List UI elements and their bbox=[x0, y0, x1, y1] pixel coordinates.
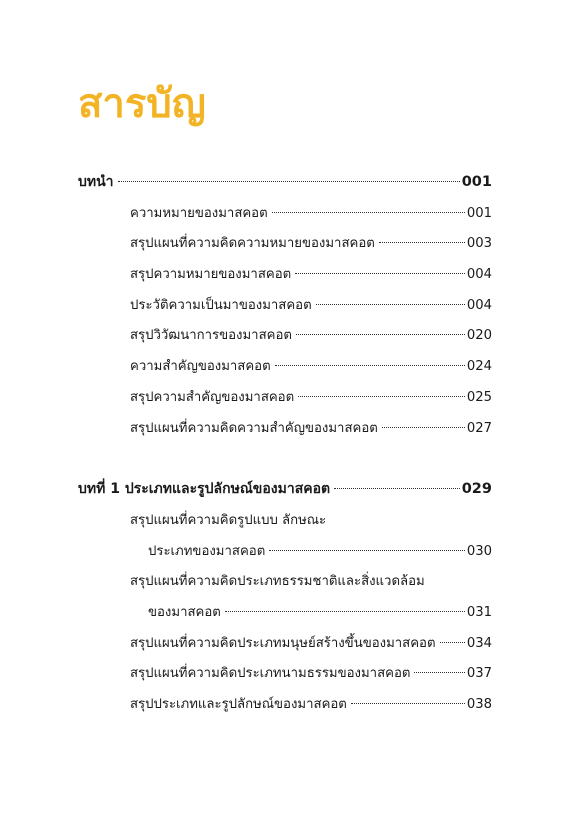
chapter-title: บทนำ bbox=[78, 174, 114, 190]
toc-entry[interactable] bbox=[78, 202, 492, 233]
entry-page: 003 bbox=[466, 236, 492, 252]
entry-title: สรุปแผนที่ความคิดประเภทมนุษย์สร้างขึ้นของมาสคอต bbox=[130, 635, 436, 651]
entry-title: สรุปแผนที่ความคิดประเภทธรรมชาติและสิ่งแวดล้อม bbox=[130, 574, 425, 590]
dot-leader bbox=[298, 396, 465, 397]
entry-title-continuation: ของมาสคอต bbox=[148, 604, 221, 620]
toc-entry-continuation[interactable] bbox=[78, 540, 492, 571]
dot-leader bbox=[382, 427, 465, 428]
dot-leader bbox=[379, 242, 465, 243]
chapter-page: 029 bbox=[461, 481, 492, 498]
dot-leader bbox=[316, 304, 465, 305]
toc-chapter-1[interactable] bbox=[78, 478, 492, 509]
toc-entry[interactable] bbox=[78, 263, 492, 294]
dot-leader bbox=[296, 334, 465, 335]
entry-title: สรุปวิวัฒนาการของมาสคอต bbox=[130, 328, 292, 344]
toc-entry[interactable] bbox=[78, 386, 492, 417]
entry-page: 034 bbox=[466, 635, 492, 651]
entry-page: 027 bbox=[466, 420, 492, 436]
dot-leader bbox=[118, 181, 460, 182]
toc-entry[interactable] bbox=[78, 294, 492, 325]
page-title: สารบัญ bbox=[78, 81, 206, 127]
entry-page: 004 bbox=[466, 297, 492, 313]
entry-page: 037 bbox=[466, 666, 492, 682]
entry-page: 004 bbox=[466, 267, 492, 283]
toc-entry-continuation[interactable] bbox=[78, 601, 492, 632]
entry-page: 020 bbox=[466, 328, 492, 344]
entry-page: 038 bbox=[466, 697, 492, 712]
entry-page: 031 bbox=[466, 604, 492, 620]
table-of-contents bbox=[78, 171, 492, 724]
entry-title: สรุปแผนที่ความคิดประเภทนามธรรมของมาสคอต bbox=[130, 666, 411, 682]
dot-leader bbox=[351, 703, 465, 704]
toc-entry[interactable] bbox=[78, 232, 492, 263]
dot-leader bbox=[269, 550, 465, 551]
entry-title: สรุปแผนที่ความคิดความหมายของมาสคอต bbox=[130, 236, 375, 252]
entry-title: สรุปประเภทและรูปลักษณ์ของมาสคอต bbox=[130, 697, 347, 712]
toc-entry[interactable] bbox=[78, 417, 492, 448]
entry-page: 025 bbox=[466, 389, 492, 405]
dot-leader bbox=[225, 611, 465, 612]
toc-entry-first-line[interactable] bbox=[78, 570, 492, 601]
dot-leader bbox=[334, 488, 460, 489]
dot-leader bbox=[440, 642, 465, 643]
toc-entry[interactable] bbox=[78, 324, 492, 355]
entry-title: สรุปแผนที่ความคิดรูปแบบ ลักษณะ bbox=[130, 512, 327, 528]
dot-leader bbox=[414, 672, 464, 673]
entry-title: ความหมายของมาสคอต bbox=[130, 205, 268, 221]
toc-entry[interactable] bbox=[78, 693, 492, 724]
entry-title: ประวัติความเป็นมาของมาสคอต bbox=[130, 297, 312, 313]
entry-title: สรุปแผนที่ความคิดความสำคัญของมาสคอต bbox=[130, 420, 378, 436]
chapter-title: บทที่ 1 ประเภทและรูปลักษณ์ของมาสคอต bbox=[78, 481, 331, 498]
section-spacer bbox=[78, 447, 492, 478]
toc-entry[interactable] bbox=[78, 632, 492, 663]
dot-leader bbox=[295, 273, 465, 274]
entry-title: ความสำคัญของมาสคอต bbox=[130, 359, 271, 375]
entry-page: 024 bbox=[466, 359, 492, 375]
toc-entry-first-line[interactable] bbox=[78, 509, 492, 540]
entry-title-continuation: ประเภทของมาสคอต bbox=[148, 543, 266, 559]
toc-entry[interactable] bbox=[78, 355, 492, 386]
dot-leader bbox=[275, 365, 465, 366]
entry-title: สรุปความหมายของมาสคอต bbox=[130, 267, 292, 283]
dot-leader bbox=[272, 212, 465, 213]
toc-entry[interactable] bbox=[78, 662, 492, 693]
entry-page: 001 bbox=[466, 205, 492, 221]
entry-page: 030 bbox=[466, 543, 492, 559]
chapter-page: 001 bbox=[461, 174, 492, 190]
toc-chapter-intro[interactable] bbox=[78, 171, 492, 202]
entry-title: สรุปความสำคัญของมาสคอต bbox=[130, 389, 295, 405]
